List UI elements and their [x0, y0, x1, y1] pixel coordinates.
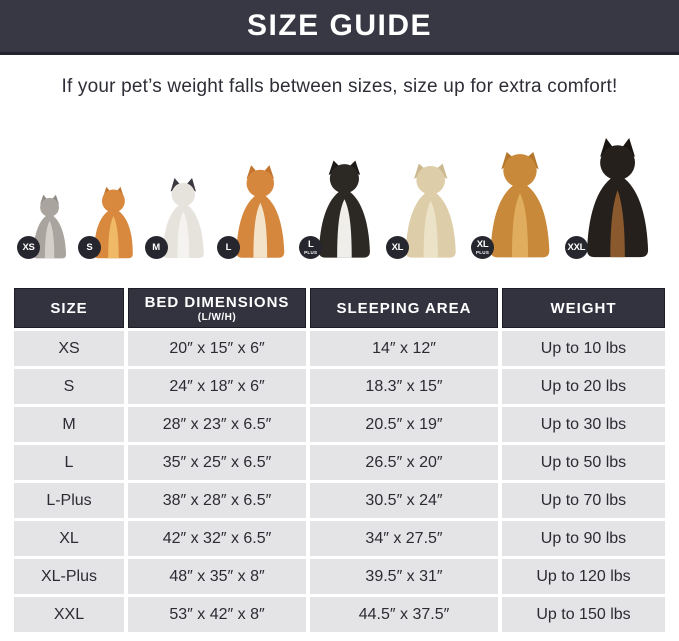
size-table	[14, 288, 665, 632]
pet-head	[40, 198, 59, 217]
cell-weight: Up to 30 lbs	[502, 407, 665, 442]
col-header-size	[14, 288, 124, 328]
cell-size: XL	[14, 521, 124, 556]
pet-head	[246, 170, 273, 197]
size-badge-label: XL	[476, 239, 489, 250]
col-header-sleeping-area	[310, 288, 498, 328]
cell-sleeping-area: 34″ x 27.5″	[310, 521, 498, 556]
page-title: SIZE GUIDE	[246, 9, 433, 42]
size-badge-label: XXL	[567, 241, 586, 253]
size-badge-xl-plus	[471, 236, 494, 259]
cell-size: XS	[14, 331, 124, 366]
size-badge-xl	[386, 236, 409, 259]
cell-bed-dimensions: 48″ x 35″ x 8″	[128, 559, 306, 594]
animal-shiba-inu-l	[226, 164, 295, 260]
cell-weight: Up to 70 lbs	[502, 483, 665, 518]
pet-head	[102, 190, 125, 213]
cell-bed-dimensions: 24″ x 18″ x 6″	[128, 369, 306, 404]
size-badge-xxl	[565, 236, 588, 259]
pet-head	[503, 154, 536, 187]
cell-size: L	[14, 445, 124, 480]
col-header-weight	[502, 288, 665, 328]
cell-bed-dimensions: 28″ x 23″ x 6.5″	[128, 407, 306, 442]
cell-sleeping-area: 39.5″ x 31″	[310, 559, 498, 594]
cell-sleeping-area: 30.5″ x 24″	[310, 483, 498, 518]
cell-size: L-Plus	[14, 483, 124, 518]
cell-size: S	[14, 369, 124, 404]
animal-gray-cat-xs	[22, 194, 73, 260]
animal-french-bulldog-m	[154, 178, 213, 260]
col-header-label: BED DIMENSIONS	[144, 293, 290, 311]
size-badge-label: M	[152, 241, 160, 253]
pets-size-strip	[22, 110, 661, 260]
size-badge-label: L	[307, 239, 314, 250]
cell-weight: Up to 20 lbs	[502, 369, 665, 404]
col-header-label: WEIGHT	[550, 299, 617, 317]
col-header-label: SLEEPING AREA	[336, 299, 472, 317]
cell-weight: Up to 50 lbs	[502, 445, 665, 480]
size-badge-xs	[17, 236, 40, 259]
cell-weight: Up to 150 lbs	[502, 597, 665, 632]
pet-head	[330, 164, 359, 193]
animal-border-collie-l-plus	[304, 158, 381, 260]
cell-sleeping-area: 14″ x 12″	[310, 331, 498, 366]
size-badge-label: XS	[22, 241, 35, 253]
animal-doberman-xxl	[567, 138, 661, 260]
cell-bed-dimensions: 20″ x 15″ x 6″	[128, 331, 306, 366]
cell-bed-dimensions: 42″ x 32″ x 6.5″	[128, 521, 306, 556]
cell-bed-dimensions: 35″ x 25″ x 6.5″	[128, 445, 306, 480]
cell-weight: Up to 120 lbs	[502, 559, 665, 594]
col-header-label: SIZE	[50, 299, 88, 317]
cell-size: XXL	[14, 597, 124, 632]
col-header-sublabel: (L/W/H)	[197, 311, 237, 323]
cell-bed-dimensions: 53″ x 42″ x 8″	[128, 597, 306, 632]
size-badge-sublabel: PLUS	[304, 249, 318, 255]
size-badge-l	[217, 236, 240, 259]
cell-size: XL-Plus	[14, 559, 124, 594]
pet-head	[600, 145, 635, 180]
size-up-note: If your pet’s weight falls between sizes, size up for extra comfort!	[61, 76, 618, 97]
animal-labrador-xl	[391, 160, 466, 260]
pet-head	[171, 183, 194, 206]
cell-sleeping-area: 20.5″ x 19″	[310, 407, 498, 442]
size-badge-sublabel: PLUS	[475, 249, 490, 255]
size-badge-s	[78, 236, 101, 259]
cell-weight: Up to 90 lbs	[502, 521, 665, 556]
pet-head	[416, 166, 445, 195]
col-header-bed-dimensions	[128, 288, 306, 328]
size-badge-label: L	[225, 241, 232, 253]
cell-bed-dimensions: 38″ x 28″ x 6.5″	[128, 483, 306, 518]
cell-sleeping-area: 44.5″ x 37.5″	[310, 597, 498, 632]
animal-golden-retriever-xl-plus	[475, 148, 560, 260]
size-badge-m	[145, 236, 168, 259]
size-badge-label: XL	[391, 241, 404, 253]
cell-sleeping-area: 26.5″ x 20″	[310, 445, 498, 480]
size-badge-label: S	[86, 241, 93, 253]
cell-size: M	[14, 407, 124, 442]
cell-sleeping-area: 18.3″ x 15″	[310, 369, 498, 404]
cell-weight: Up to 10 lbs	[502, 331, 665, 366]
size-guide-banner	[0, 0, 679, 55]
animal-pomeranian-s	[87, 186, 140, 260]
